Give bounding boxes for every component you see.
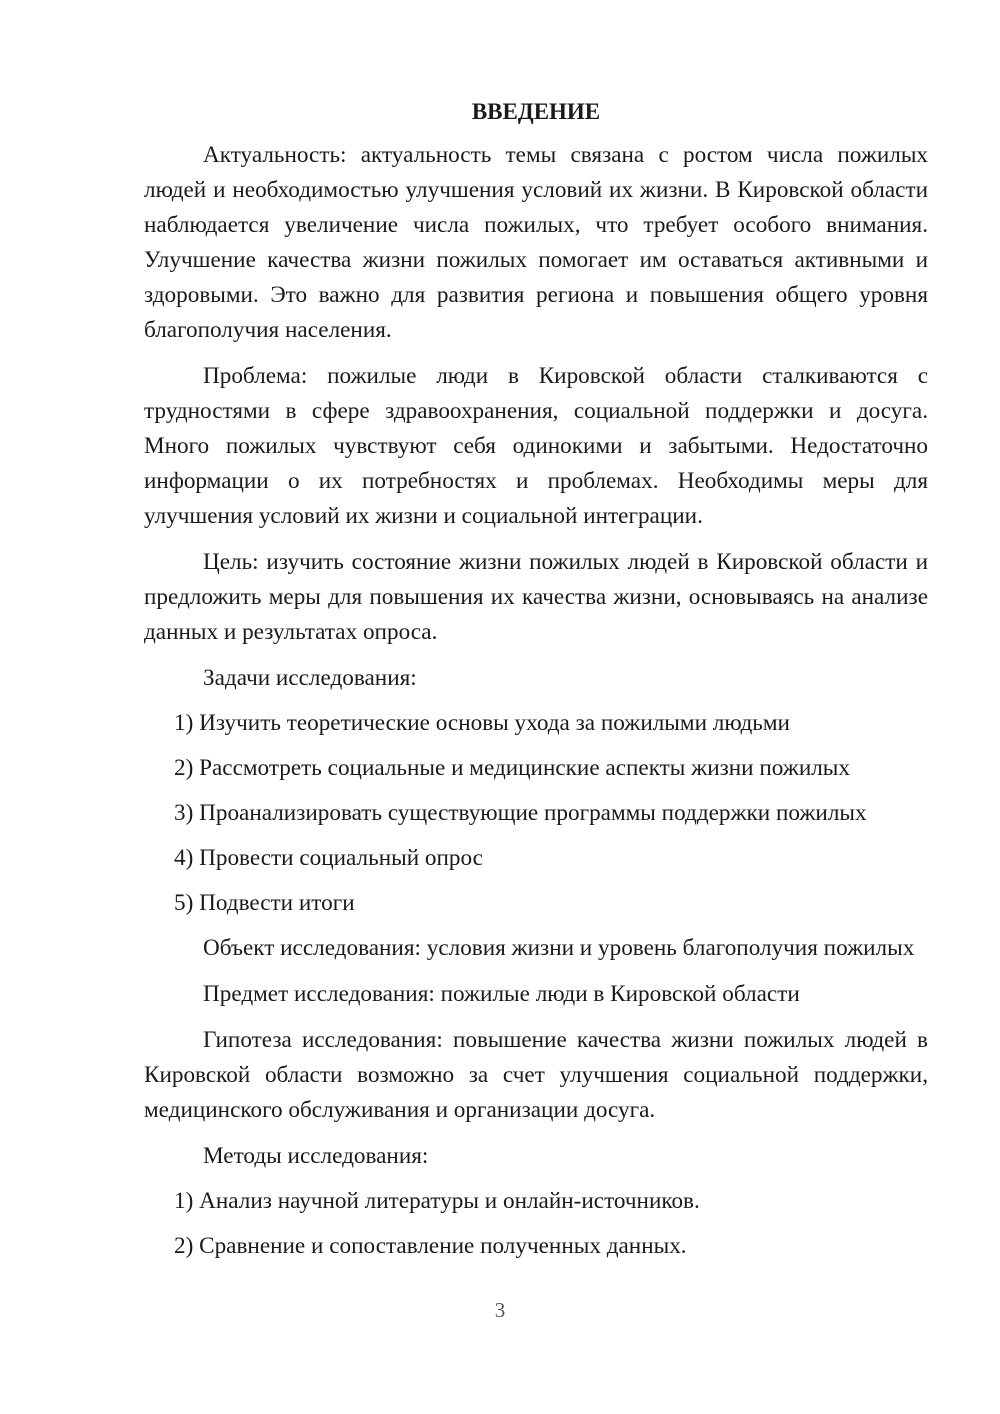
task-item: 5) Подвести итоги [174,890,355,916]
hypothesis-paragraph: Гипотеза исследования: повышение качества жизни пожилых людей в Кировской области возможно за счет улучшения социальной поддержки, медицинского обслуживания и организации досуга. [144,1027,928,1123]
task-item: 1) Изучить теоретические основы ухода за пожилыми людьми [174,710,790,736]
subject-paragraph: Предмет исследования: пожилые люди в Кировской области [203,981,800,1007]
goal-paragraph: Цель: изучить состояние жизни пожилых людей в Кировской области и предложить меры для повышения их качества жизни, основываясь на анализе данных и результатах опроса. [144,549,928,645]
object-paragraph: Объект исследования: условия жизни и уровень благополучия пожилых [203,935,915,961]
problem-paragraph: Проблема: пожилые люди в Кировской области сталкиваются с трудностями в сфере здравоохранения, социальной поддержки и досуга. Много пожилых чувствуют себя одинокими и забытыми. Недостаточно информации о их потребностях и проблемах. Необходимы меры для улучшения условий их жизни и социальной интеграции. [144,363,928,529]
methods-heading: Методы исследования: [203,1143,429,1169]
document-page [144,94,928,1274]
method-item: 2) Сравнение и сопоставление полученных данных. [174,1233,687,1259]
page-title: ВВЕДЕНИЕ [471,99,601,124]
method-item: 1) Анализ научной литературы и онлайн-источников. [174,1188,700,1214]
relevance-paragraph: Актуальность: актуальность темы связана с ростом числа пожилых людей и необходимостью улучшения условий их жизни. В Кировской области наблюдается увеличение числа пожилых, что требует особого внимания. Улучшение качества жизни пожилых помогает им оставаться активными и здоровыми. Это важно для развития региона и повышения общего уровня благополучия населения. [144,142,928,343]
task-item: 3) Проанализировать существующие программы поддержки пожилых [174,800,867,826]
task-item: 2) Рассмотреть социальные и медицинские аспекты жизни пожилых [174,755,850,781]
page-number: 3 [494,1298,506,1322]
tasks-heading: Задачи исследования: [203,665,417,691]
task-item: 4) Провести социальный опрос [174,845,483,871]
